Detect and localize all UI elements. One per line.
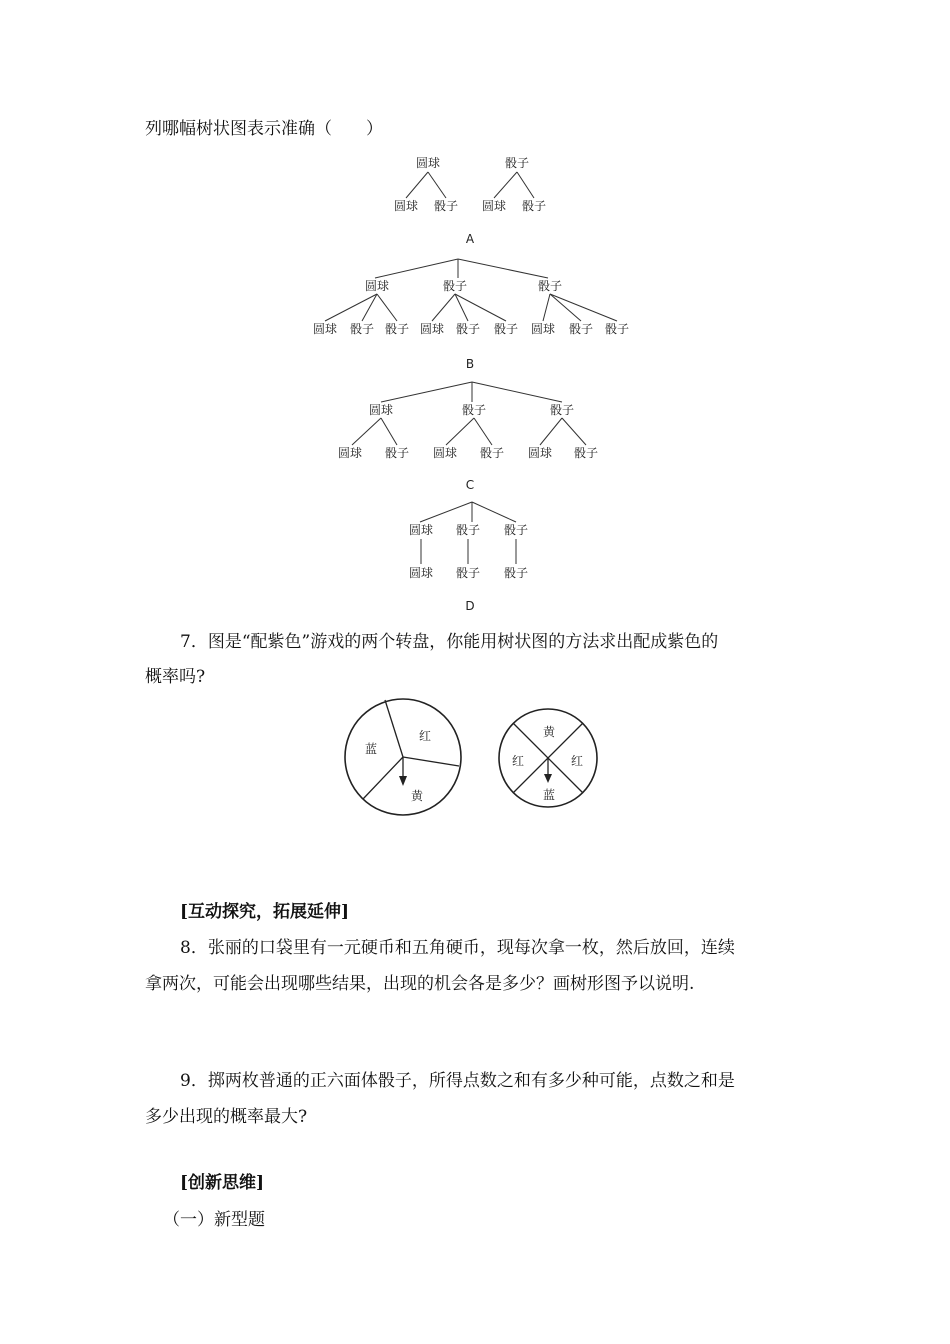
right-spinner-red-right: 红 (570, 754, 584, 768)
left-spinner-yellow: 黄 (410, 789, 424, 803)
tree-option-a (394, 155, 546, 246)
right-spinner-red-left: 红 (511, 754, 525, 768)
left-spinner-blue: 蓝 (364, 742, 378, 756)
tree-c-mid-dice-1: 骰子 (461, 403, 487, 417)
tree-a-leaf-dice-1: 骰子 (433, 199, 459, 213)
question-7-line-2: 概率吗? (145, 667, 206, 687)
tree-b-leaf-8: 骰子 (568, 322, 594, 336)
spinner-right (499, 709, 597, 807)
tree-c-leaf-3: 圆球 (432, 446, 458, 460)
tree-b-mid-dice-2: 骰子 (537, 279, 563, 293)
tree-d-mid-dice-2: 骰子 (503, 523, 529, 537)
tree-b-leaf-7: 圆球 (530, 322, 556, 336)
section-heading-innovative: [创新思维] (180, 1173, 265, 1193)
tree-b-label: B (465, 357, 475, 371)
tree-b-mid-dice-1: 骰子 (442, 279, 468, 293)
right-spinner-yellow: 黄 (542, 725, 556, 739)
question-9-line-2: 多少出现的概率最大? (145, 1107, 308, 1127)
question-7-line-1: 7．图是“配紫色”游戏的两个转盘，你能用树状图的方法求出配成紫色的 (180, 632, 719, 652)
tree-a-label: A (465, 232, 475, 246)
tree-option-d (409, 502, 528, 613)
tree-a-leaf-ball-1: 圆球 (393, 199, 419, 213)
question-6-stem-tail: 列哪幅树状图表示准确（ ） (145, 119, 383, 139)
tree-c-mid-dice-2: 骰子 (549, 403, 575, 417)
tree-a-root-ball: 圆球 (415, 156, 441, 170)
tree-d-leaf-1: 圆球 (408, 566, 434, 580)
tree-option-b (313, 259, 629, 371)
tree-c-leaf-5: 圆球 (527, 446, 553, 460)
question-8-line-1: 8．张丽的口袋里有一元硬币和五角硬币，现每次拿一枚，然后放回，连续 (180, 938, 735, 958)
left-spinner-red: 红 (418, 729, 432, 743)
question-9-line-1: 9．掷两枚普通的正六面体骰子，所得点数之和有多少种可能，点数之和是 (180, 1071, 735, 1091)
tree-b-leaf-2: 骰子 (349, 322, 375, 336)
tree-d-mid-dice-1: 骰子 (455, 523, 481, 537)
tree-c-leaf-4: 骰子 (479, 446, 505, 460)
tree-b-leaf-6: 骰子 (493, 322, 519, 336)
tree-b-leaf-4: 圆球 (419, 322, 445, 336)
tree-c-leaf-1: 圆球 (337, 446, 363, 460)
tree-d-mid-ball: 圆球 (408, 523, 434, 537)
tree-b-leaf-5: 骰子 (455, 322, 481, 336)
tree-option-c (338, 382, 598, 492)
section-heading-interactive: [互动探究，拓展延伸] (180, 902, 350, 922)
tree-b-leaf-1: 圆球 (312, 322, 338, 336)
tree-b-leaf-3: 骰子 (384, 322, 410, 336)
tree-d-leaf-3: 骰子 (503, 566, 529, 580)
tree-c-mid-ball: 圆球 (368, 403, 394, 417)
spinner-left (345, 699, 461, 815)
question-8-line-2: 拿两次，可能会出现哪些结果，出现的机会各是多少？画树形图予以说明. (145, 974, 695, 994)
tree-d-leaf-2: 骰子 (455, 566, 481, 580)
right-spinner-blue: 蓝 (542, 788, 556, 802)
tree-c-leaf-2: 骰子 (384, 446, 410, 460)
tree-b-leaf-9: 骰子 (604, 322, 630, 336)
subheading-new-type: （一）新型题 (163, 1210, 265, 1230)
tree-a-root-dice: 骰子 (504, 156, 530, 170)
tree-c-leaf-6: 骰子 (573, 446, 599, 460)
tree-a-leaf-dice-2: 骰子 (521, 199, 547, 213)
tree-b-mid-ball: 圆球 (364, 279, 390, 293)
tree-d-label: D (465, 599, 475, 613)
tree-a-leaf-ball-2: 圆球 (481, 199, 507, 213)
tree-c-label: C (465, 478, 475, 492)
